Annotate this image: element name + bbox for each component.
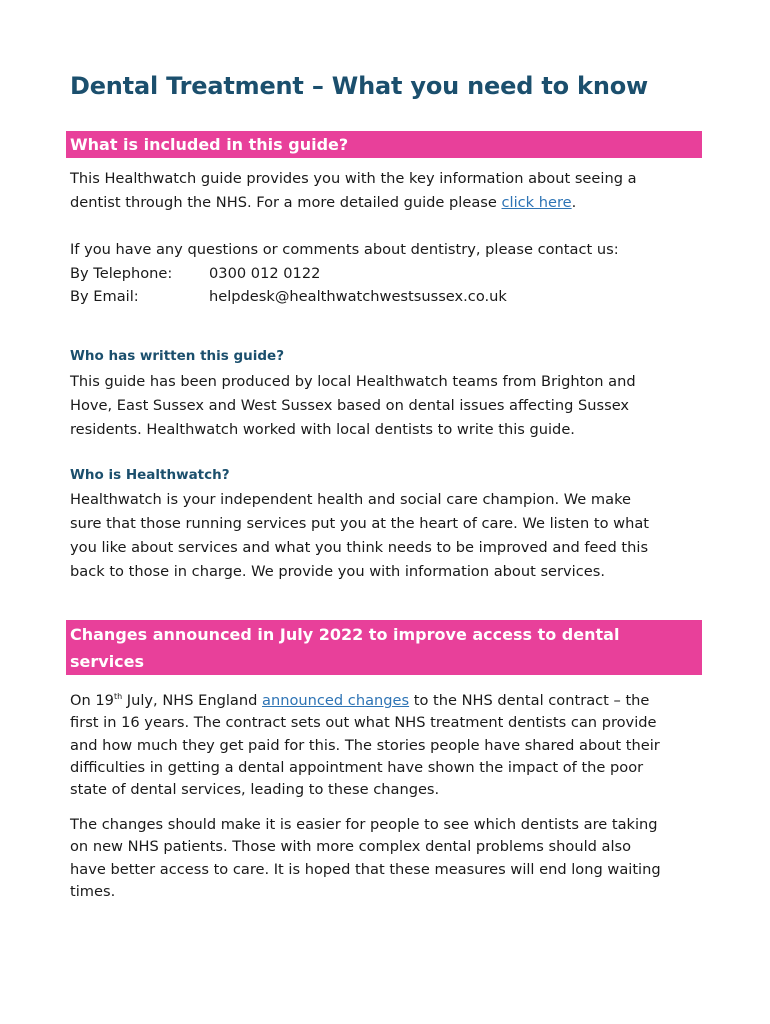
changes-p1-mid: July, NHS England <box>122 692 263 709</box>
changes-heading-line-2: services <box>70 652 145 671</box>
who-is-line-3: you like about services and what you think needs to be improved and feed this <box>70 539 649 556</box>
changes-p1-line-3: and how much they get paid for this. The stories people have shared about their <box>70 736 660 754</box>
who-wrote-heading: Who has written this guide? <box>70 348 285 364</box>
who-wrote-paragraph <box>70 370 710 442</box>
intro-line-2-text: dentist through the NHS. For a more detailed guide please <box>70 194 502 211</box>
who-is-heading: Who is Healthwatch? <box>70 467 230 483</box>
contact-email-row <box>70 285 507 309</box>
changes-p1-line-1 <box>70 690 710 712</box>
click-here-link[interactable]: click here <box>501 194 572 211</box>
ordinal-suffix: th <box>113 692 123 702</box>
changes-p2-line-2: on new NHS patients. Those with more complex dental problems should also <box>70 838 632 856</box>
section-heading-guide-contents: What is included in this guide? <box>66 131 702 158</box>
contact-telephone-row <box>70 262 320 286</box>
changes-p1-end: to the NHS dental contract – the <box>409 692 650 709</box>
changes-heading-line-1: Changes announced in July 2022 to improve access to dental <box>70 625 620 644</box>
page-title: Dental Treatment – What you need to know <box>70 72 648 100</box>
changes-paragraph-1 <box>70 690 710 801</box>
changes-p1-line-4: difficulties in getting a dental appointment have shown the impact of the poor <box>70 758 644 776</box>
changes-paragraph-2 <box>70 814 710 903</box>
email-value[interactable]: helpdesk@healthwatchwestsussex.co.uk <box>209 288 507 305</box>
who-is-paragraph <box>70 488 710 584</box>
intro-line-2-end: . <box>571 194 577 211</box>
who-is-line-4: back to those in charge. We provide you with information about services. <box>70 563 605 580</box>
announced-changes-link[interactable]: announced changes <box>262 692 410 709</box>
changes-p1-start: On 19 <box>70 692 114 709</box>
email-label: By Email: <box>70 288 139 305</box>
who-wrote-line-1: This guide has been produced by local Healthwatch teams from Brighton and <box>70 373 636 390</box>
intro-line-1: This Healthwatch guide provides you with the key information about seeing a <box>70 170 637 187</box>
telephone-label: By Telephone: <box>70 265 173 282</box>
telephone-value[interactable]: 0300 012 0122 <box>209 265 321 282</box>
section-heading-changes <box>66 620 702 675</box>
intro-line-2 <box>70 191 710 215</box>
changes-p2-line-1: The changes should make it is easier for people to see which dentists are taking <box>70 816 658 833</box>
who-is-line-1: Healthwatch is your independent health and social care champion. We make <box>70 491 631 508</box>
changes-p2-line-4: times. <box>70 882 116 900</box>
who-wrote-line-2: Hove, East Sussex and West Sussex based on dental issues affecting Sussex <box>70 397 630 414</box>
intro-paragraph <box>70 167 710 215</box>
who-is-line-2: sure that those running services put you at the heart of care. We listen to what <box>70 515 650 532</box>
who-wrote-line-3: residents. Healthwatch worked with local dentists to write this guide. <box>70 421 575 438</box>
changes-p2-line-3: have better access to care. It is hoped that these measures will end long waiting <box>70 860 661 878</box>
contact-intro: If you have any questions or comments about dentistry, please contact us: <box>70 241 619 258</box>
changes-p1-line-2: first in 16 years. The contract sets out what NHS treatment dentists can provide <box>70 714 657 732</box>
changes-p1-line-5: state of dental services, leading to these changes. <box>70 781 440 799</box>
